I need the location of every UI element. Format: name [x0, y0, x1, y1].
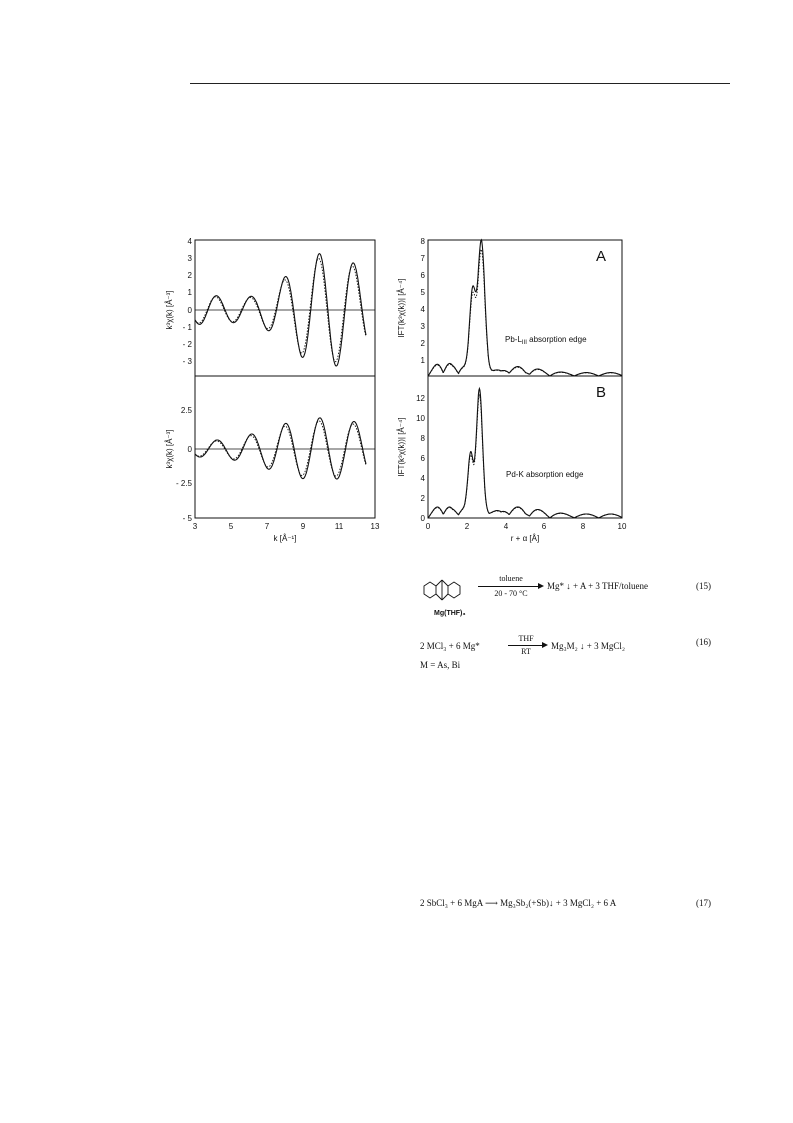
xtick: 6 — [541, 522, 547, 531]
ytick: 2 — [420, 494, 425, 503]
ytick: 2.5 — [180, 406, 192, 415]
equation-15 — [420, 572, 720, 622]
right-top-yticks — [421, 237, 426, 365]
ytick: - 3 — [182, 357, 192, 366]
ytick: - 1 — [182, 323, 192, 332]
ytick: - 5 — [182, 514, 192, 523]
ytick: 4 — [420, 305, 425, 314]
ytick: 4 — [420, 474, 425, 483]
xtick: 3 — [192, 522, 198, 531]
ytick: 2 — [420, 339, 425, 348]
eq16-below-arrow: RT — [521, 647, 531, 656]
eq17-text: 2 SbCl₃ + 6 MgA ⟶ Mg₃Sb₂(+Sb)↓ + 3 MgCl₂ + 6 A — [420, 898, 617, 908]
eq16-note: M = As, Bi — [420, 660, 461, 670]
pd-edge-annotation: Pd-K absorption edge — [506, 470, 584, 479]
anthracene-mg-structure-icon — [420, 574, 464, 612]
left-top-frame — [195, 240, 375, 376]
xtick: 2 — [464, 522, 470, 531]
right-top-fit-curve — [428, 249, 622, 376]
right-top-frame — [428, 240, 622, 376]
xtick: 7 — [264, 522, 270, 531]
right-top-ylabel: IFT(k³χ(k))| [Å⁻⁴] — [397, 278, 406, 338]
xtick: 10 — [617, 522, 627, 531]
eq16-above-arrow: THF — [518, 634, 534, 643]
pb-edge-annotation: $Pb-L_{III}$ absorption edge — [505, 335, 587, 346]
eq16-arrow-shaft — [508, 645, 546, 646]
ytick: 2 — [187, 271, 192, 280]
right-bottom-measured-curve — [428, 389, 622, 518]
ytick: 0 — [187, 306, 192, 315]
xtick: 5 — [228, 522, 234, 531]
ytick: 5 — [420, 288, 425, 297]
right-bottom-yticks — [416, 394, 425, 523]
panel-label-b: B — [596, 384, 607, 401]
left-bottom-measured-curve — [195, 418, 366, 479]
eq15-arrow-shaft — [478, 586, 542, 587]
eq16-reactants: 2 MCl₃ + 6 Mg* — [420, 641, 480, 651]
panel-label-a: A — [596, 248, 607, 265]
ytick: 3 — [187, 254, 192, 263]
eq15-below-arrow: 20 - 70 °C — [494, 589, 528, 598]
right-xticks — [426, 522, 627, 531]
xtick: 11 — [334, 522, 344, 531]
header-rule — [190, 83, 730, 84]
eq17-number: (17) — [696, 898, 711, 908]
equation-17 — [420, 898, 720, 912]
exafs-figure — [150, 230, 650, 550]
xtick: 8 — [580, 522, 586, 531]
ytick: - 2 — [182, 340, 192, 349]
right-top-measured-curve — [428, 240, 622, 376]
left-top-yticks — [183, 237, 193, 366]
right-bottom-ylabel: IFT(k³χ(k))| [Å⁻⁴] — [397, 417, 406, 477]
left-bottom-ylabel: k³χ(k) [Å⁻³] — [165, 429, 174, 469]
eq15-above-arrow: toluene — [499, 574, 523, 583]
ytick: - 2.5 — [175, 479, 192, 488]
ytick: 12 — [416, 394, 425, 403]
xtick: 13 — [370, 522, 380, 531]
eq15-reagent-label: Mg(THF)₃ — [434, 610, 466, 617]
eq15-number: (15) — [696, 581, 711, 591]
eq16-products: Mg₃M₂ ↓ + 3 MgCl₂ — [551, 641, 625, 651]
ytick: 6 — [420, 454, 425, 463]
xtick: 4 — [503, 522, 509, 531]
ytick: 0 — [187, 445, 192, 454]
equation-16 — [420, 634, 720, 674]
xtick: 9 — [300, 522, 306, 531]
right-bottom-frame — [428, 376, 622, 518]
ytick: 7 — [420, 254, 425, 263]
ytick: 0 — [420, 514, 425, 523]
left-top-ylabel: k³χ(k) [Å⁻³] — [165, 290, 174, 330]
right-bottom-fit-curve — [428, 395, 622, 518]
left-bottom-yticks — [176, 406, 193, 523]
ytick: 1 — [420, 356, 425, 365]
xtick: 0 — [425, 522, 431, 531]
eq16-number: (16) — [696, 637, 711, 647]
ytick: 8 — [420, 434, 425, 443]
figure-svg — [150, 230, 650, 550]
right-xlabel: r + α [Å] — [510, 534, 540, 543]
ytick: 3 — [420, 322, 425, 331]
ytick: 4 — [187, 237, 192, 246]
left-bottom-fit-curve — [195, 421, 366, 476]
ytick: 8 — [420, 237, 425, 246]
eq15-products: Mg* ↓ + A + 3 THF/toluene — [547, 581, 648, 591]
ytick: 1 — [187, 288, 192, 297]
left-xlabel: k [Å⁻¹] — [273, 534, 297, 543]
left-bottom-frame — [195, 376, 375, 518]
left-xticks — [193, 522, 380, 531]
ytick: 6 — [420, 271, 425, 280]
ytick: 10 — [416, 414, 425, 423]
